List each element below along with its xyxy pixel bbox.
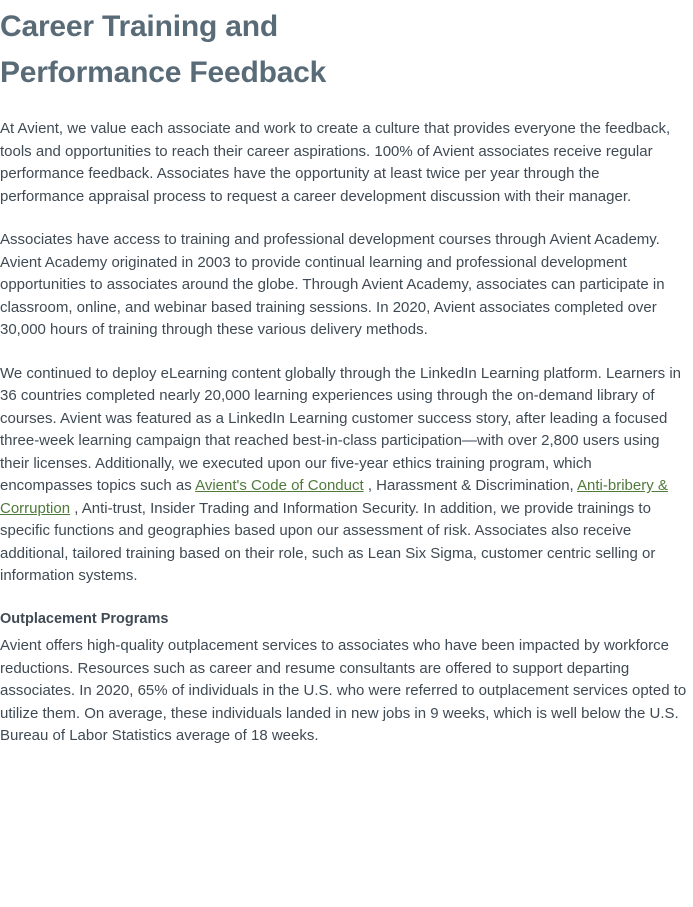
paragraph-elearning-text-2: , Harassment & Discrimination, [367, 477, 578, 495]
page-title-line-2: Performance Feedback [0, 55, 327, 89]
paragraph-avient-academy: Associates have access to training and professional development courses through Avient Academy. Avient Academy originated in 2003 to provide continual learning and professional development opportunities to associates around the globe. Through Avient Academy, associates can participate in classroom, online, and webinar based training sessions. In 2020, Avient associates completed over 30,000 hours of training through these various delivery methods. [0, 231, 665, 339]
paragraph-outplacement: Avient offers high-quality outplacement services to associates who have been impacted by workforce reductions. Resources such as career and resume consultants are offered to support departing associates. In 2020, 65% of individuals in the U.S. who were referred to outplacement services opted to utilize them. On average, these individuals landed in new jobs in 9 weeks, which is well below the U.S. Bureau of Labor Statistics average of 18 weeks. [0, 637, 687, 745]
page-title-line-1: Career Training and [0, 10, 278, 43]
page-title [0, 0, 687, 95]
paragraph-elearning-text-1: We continued to deploy eLearning content globally through the LinkedIn Learning platform. Learners in 36 countries completed nearly 20,000 learning experiences using through the on-demand library of courses. Avient was featured as a LinkedIn Learning customer success story, after leading a focused three-week learning campaign that reached best-in-class participation—with over 2,800 users using their licenses. Additionally, we executed upon our five-year ethics training program, which encompasses topics such as [0, 364, 682, 495]
link-anti-bribery-corruption[interactable]: Anti-bribery & Corruption [0, 477, 668, 517]
document-body [0, 118, 687, 748]
link-code-of-conduct[interactable]: Avient's Code of Conduct [195, 477, 364, 495]
paragraph-elearning-ethics [0, 363, 687, 588]
paragraph-performance-feedback: At Avient, we value each associate and work to create a culture that provides everyone the feedback, tools and opportunities to reach their career aspirations. 100% of Avient associates receive regular performance feedback. Associates have the opportunity at least twice per year through the performance appraisal process to request a career development discussion with their manager. [0, 120, 671, 205]
paragraph-elearning-text-3: , Anti-trust, Insider Trading and Information Security. In addition, we provide trainings to specific functions and geographies based upon our assessment of risk. Associates also receive additional, tailored training based on their role, such as Lean Six Sigma, customer centric selling or information systems. [0, 499, 656, 585]
subheading-outplacement-programs: Outplacement Programs [0, 610, 169, 627]
